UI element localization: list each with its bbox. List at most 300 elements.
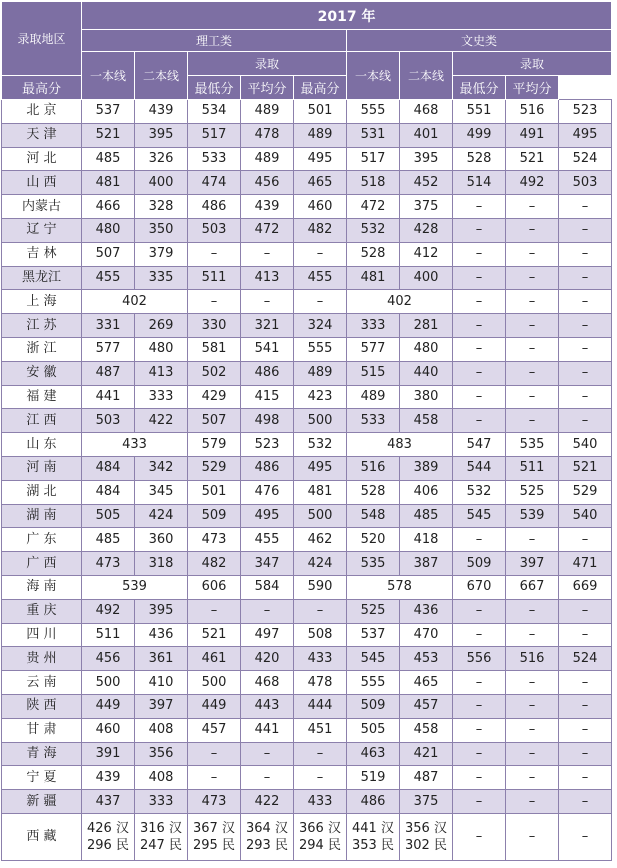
science-score-cell: 511 (188, 266, 241, 290)
science-score-cell: – (241, 766, 294, 790)
arts-score-cell: – (559, 314, 612, 338)
region-cell: 新 疆 (2, 790, 82, 814)
arts-admission-header: 录取 (453, 52, 612, 76)
science-score-cell: 460 (294, 195, 347, 219)
region-cell: 北 京 (2, 100, 82, 124)
science-min-header: 最低分 (188, 76, 241, 100)
arts-score-cell: 528 (347, 242, 400, 266)
science-score-cell: 408 (135, 718, 188, 742)
science-score-cell: 433 (294, 790, 347, 814)
arts-score-cell: – (506, 813, 559, 860)
science-score-cell: 391 (82, 742, 135, 766)
table-row (2, 100, 612, 124)
science-score-cell: 503 (82, 409, 135, 433)
science-score-cell: 495 (241, 504, 294, 528)
arts-score-cell: – (559, 266, 612, 290)
arts-score-cell: 532 (347, 218, 400, 242)
arts-score-cell: 375 (400, 790, 453, 814)
science-score-cell: 577 (82, 337, 135, 361)
arts-score-cell: 457 (400, 694, 453, 718)
arts-score-cell: 533 (347, 409, 400, 433)
science-score-cell: 335 (135, 266, 188, 290)
arts-score-cell: 421 (400, 742, 453, 766)
science-score-cell: 422 (135, 409, 188, 433)
science-score-cell: 495 (294, 456, 347, 480)
arts-score-cell: – (453, 337, 506, 361)
arts-score-cell: 505 (347, 718, 400, 742)
region-cell: 辽 宁 (2, 218, 82, 242)
table-row (2, 552, 612, 576)
region-cell: 安 徽 (2, 361, 82, 385)
science-score-cell: – (294, 742, 347, 766)
admission-score-table (1, 1, 612, 861)
region-cell: 山 东 (2, 433, 82, 457)
arts-score-cell: 555 (347, 671, 400, 695)
region-cell: 贵 州 (2, 647, 82, 671)
region-cell: 河 北 (2, 147, 82, 171)
arts-score-cell: – (453, 266, 506, 290)
science-score-cell: 330 (188, 314, 241, 338)
science-score-cell-line: 426 汉 (87, 820, 129, 836)
science-score-cell: 460 (82, 718, 135, 742)
arts-score-cell: – (506, 718, 559, 742)
science-score-cell: 328 (135, 195, 188, 219)
science-score-cell: 410 (135, 671, 188, 695)
region-cell: 山 西 (2, 171, 82, 195)
arts-score-cell: – (559, 528, 612, 552)
arts-score-cell: – (559, 718, 612, 742)
arts-score-cell: – (453, 195, 506, 219)
science-score-cell: 537 (82, 100, 135, 124)
arts-score-cell: 520 (347, 528, 400, 552)
science-score-cell: 486 (188, 195, 241, 219)
arts-score-cell: 395 (400, 147, 453, 171)
science-avg-header: 平均分 (241, 76, 294, 100)
arts-score-cell: 516 (506, 100, 559, 124)
science-score-cell: 473 (82, 552, 135, 576)
science-score-cell: 437 (82, 790, 135, 814)
arts-score-cell-line: 356 汉 (405, 820, 447, 836)
science-score-cell: 517 (188, 123, 241, 147)
arts-score-cell: 492 (506, 171, 559, 195)
science-score-cell (82, 813, 135, 860)
science-score-cell: 508 (294, 623, 347, 647)
table-row (2, 409, 612, 433)
arts-score-cell: – (506, 528, 559, 552)
science-score-cell: 521 (188, 623, 241, 647)
table-row (2, 694, 612, 718)
science-score-cell-line: 364 汉 (246, 820, 288, 836)
arts-score-cell: 544 (453, 456, 506, 480)
science-score-cell: 476 (241, 480, 294, 504)
arts-score-cell: – (559, 766, 612, 790)
science-score-cell (294, 813, 347, 860)
science-score-cell: – (241, 242, 294, 266)
science-score-cell: 424 (135, 504, 188, 528)
arts-score-cell: – (559, 337, 612, 361)
science-score-cell: 347 (241, 552, 294, 576)
arts-score-cell: – (453, 790, 506, 814)
science-score-cell: 500 (188, 671, 241, 695)
arts-merged-line-cell: 578 (347, 575, 453, 599)
table-row (2, 456, 612, 480)
science-score-cell: 579 (188, 433, 241, 457)
table-row (2, 742, 612, 766)
arts-score-cell: 517 (347, 147, 400, 171)
science-score-cell: – (188, 766, 241, 790)
science-score-cell: 468 (241, 671, 294, 695)
arts-score-cell: – (453, 718, 506, 742)
arts-score-cell: – (506, 242, 559, 266)
science-score-cell: 433 (294, 647, 347, 671)
science-score-cell: 439 (82, 766, 135, 790)
arts-score-cell: 406 (400, 480, 453, 504)
science-score-cell: 485 (82, 147, 135, 171)
arts-tier2-header: 二本线 (400, 52, 453, 100)
table-row (2, 385, 612, 409)
science-score-cell: 326 (135, 147, 188, 171)
arts-score-cell: 281 (400, 314, 453, 338)
arts-score-cell: – (453, 671, 506, 695)
arts-score-cell: – (559, 813, 612, 860)
arts-score-cell: 387 (400, 552, 453, 576)
arts-score-cell: 547 (453, 433, 506, 457)
science-score-cell: 507 (82, 242, 135, 266)
arts-score-cell: 535 (347, 552, 400, 576)
science-score-cell: – (188, 599, 241, 623)
science-admission-header: 录取 (188, 52, 347, 76)
science-score-cell: 529 (188, 456, 241, 480)
science-score-cell: 480 (135, 337, 188, 361)
science-score-cell: – (294, 290, 347, 314)
arts-score-cell: – (506, 195, 559, 219)
science-score-cell: 480 (82, 218, 135, 242)
arts-score-cell: – (559, 694, 612, 718)
science-score-cell: 457 (188, 718, 241, 742)
arts-score-cell: 401 (400, 123, 453, 147)
science-header: 理工类 (82, 30, 347, 52)
science-score-cell-line: 294 民 (299, 837, 341, 853)
science-score-cell: – (241, 742, 294, 766)
arts-score-cell: – (506, 266, 559, 290)
arts-score-cell: – (453, 409, 506, 433)
arts-score-cell: 528 (453, 147, 506, 171)
arts-score-cell: – (506, 337, 559, 361)
science-score-cell: 455 (241, 528, 294, 552)
arts-score-cell: 375 (400, 195, 453, 219)
arts-score-cell: – (506, 385, 559, 409)
science-score-cell: 486 (241, 456, 294, 480)
science-score-cell: 422 (241, 790, 294, 814)
arts-score-cell: – (453, 742, 506, 766)
arts-score-cell: 514 (453, 171, 506, 195)
arts-score-cell: 458 (400, 409, 453, 433)
arts-score-cell: 525 (506, 480, 559, 504)
region-cell: 吉 林 (2, 242, 82, 266)
science-score-cell: 473 (188, 790, 241, 814)
science-score-cell: 395 (135, 599, 188, 623)
science-score-cell: 441 (241, 718, 294, 742)
arts-score-cell: – (453, 242, 506, 266)
arts-score-cell: 389 (400, 456, 453, 480)
arts-score-cell: – (506, 409, 559, 433)
science-score-cell: 541 (241, 337, 294, 361)
arts-score-cell: 519 (347, 766, 400, 790)
arts-score-cell: – (559, 623, 612, 647)
arts-score-cell: – (559, 385, 612, 409)
science-score-cell: 321 (241, 314, 294, 338)
science-score-cell: – (241, 290, 294, 314)
arts-score-cell: – (506, 290, 559, 314)
arts-score-cell: 472 (347, 195, 400, 219)
science-score-cell: 449 (188, 694, 241, 718)
arts-score-cell: 487 (400, 766, 453, 790)
science-score-cell-line: 293 民 (246, 837, 288, 853)
arts-score-cell: 453 (400, 647, 453, 671)
science-score-cell (135, 813, 188, 860)
science-score-cell: 533 (188, 147, 241, 171)
science-score-cell: 484 (82, 456, 135, 480)
arts-score-cell: 463 (347, 742, 400, 766)
arts-score-cell: – (559, 409, 612, 433)
arts-score-cell: 521 (506, 147, 559, 171)
arts-score-cell: 380 (400, 385, 453, 409)
arts-score-cell: 540 (559, 504, 612, 528)
science-score-cell: 478 (241, 123, 294, 147)
region-cell: 江 西 (2, 409, 82, 433)
science-score-cell: 482 (294, 218, 347, 242)
science-score-cell: 511 (82, 623, 135, 647)
science-score-cell: – (241, 599, 294, 623)
arts-score-cell: 556 (453, 647, 506, 671)
science-score-cell: 269 (135, 314, 188, 338)
region-cell: 广 东 (2, 528, 82, 552)
science-score-cell: 497 (241, 623, 294, 647)
science-score-cell: 455 (82, 266, 135, 290)
science-score-cell: 534 (188, 100, 241, 124)
arts-score-cell: – (506, 671, 559, 695)
arts-score-cell: – (453, 290, 506, 314)
science-score-cell: 466 (82, 195, 135, 219)
science-merged-line-cell: 539 (82, 575, 188, 599)
science-score-cell: 500 (294, 409, 347, 433)
table-row (2, 599, 612, 623)
science-score-cell: 489 (241, 100, 294, 124)
science-score-cell: 484 (82, 480, 135, 504)
arts-score-cell: 531 (347, 123, 400, 147)
science-score-cell: 498 (241, 409, 294, 433)
arts-score-cell: – (559, 290, 612, 314)
science-score-cell-line: 247 民 (140, 837, 182, 853)
science-score-cell: 439 (241, 195, 294, 219)
science-score-cell: 420 (241, 647, 294, 671)
region-cell: 四 川 (2, 623, 82, 647)
arts-score-cell: 540 (559, 433, 612, 457)
arts-score-cell: 470 (400, 623, 453, 647)
science-score-cell: 456 (241, 171, 294, 195)
science-score-cell: 449 (82, 694, 135, 718)
science-score-cell: 379 (135, 242, 188, 266)
arts-merged-line-cell: 483 (347, 433, 453, 457)
region-cell: 重 庆 (2, 599, 82, 623)
arts-score-cell: 468 (400, 100, 453, 124)
science-score-cell: 521 (82, 123, 135, 147)
science-score-cell: 397 (135, 694, 188, 718)
arts-score-cell: 489 (347, 385, 400, 409)
arts-score-cell: – (453, 361, 506, 385)
science-score-cell: 356 (135, 742, 188, 766)
science-score-cell: 439 (135, 100, 188, 124)
science-score-cell: 487 (82, 361, 135, 385)
science-score-cell: 532 (294, 433, 347, 457)
region-cell: 宁 夏 (2, 766, 82, 790)
table-row (2, 195, 612, 219)
arts-score-cell (400, 813, 453, 860)
arts-score-cell: – (506, 766, 559, 790)
science-score-cell: 461 (188, 647, 241, 671)
arts-min-header: 最低分 (453, 76, 506, 100)
science-score-cell: 606 (188, 575, 241, 599)
arts-score-cell: – (506, 599, 559, 623)
science-score-cell: 495 (294, 147, 347, 171)
arts-score-cell: 669 (559, 575, 612, 599)
arts-score-cell: 436 (400, 599, 453, 623)
table-row (2, 314, 612, 338)
arts-score-cell: 397 (506, 552, 559, 576)
arts-score-cell: – (506, 742, 559, 766)
science-score-cell: 429 (188, 385, 241, 409)
science-score-cell: – (188, 242, 241, 266)
arts-score-cell-line: 441 汉 (352, 820, 394, 836)
science-score-cell: 501 (188, 480, 241, 504)
arts-score-cell: 516 (506, 647, 559, 671)
table-row (2, 718, 612, 742)
arts-score-cell: – (453, 694, 506, 718)
arts-score-cell: – (453, 218, 506, 242)
arts-max-header: 最高分 (294, 76, 347, 100)
science-tier1-header: 一本线 (82, 52, 135, 100)
arts-score-cell: 458 (400, 718, 453, 742)
science-score-cell: 478 (294, 671, 347, 695)
arts-score-cell: 471 (559, 552, 612, 576)
science-score-cell-line: 367 汉 (193, 820, 235, 836)
science-score-cell: – (188, 290, 241, 314)
science-score-cell: 400 (135, 171, 188, 195)
science-score-cell: 318 (135, 552, 188, 576)
arts-score-cell: – (453, 385, 506, 409)
arts-score-cell: 548 (347, 504, 400, 528)
arts-score-cell: 412 (400, 242, 453, 266)
science-score-cell: 509 (188, 504, 241, 528)
science-score-cell: – (294, 599, 347, 623)
arts-avg-header: 平均分 (506, 76, 559, 100)
arts-score-cell: 452 (400, 171, 453, 195)
arts-score-cell: 528 (347, 480, 400, 504)
arts-score-cell: 480 (400, 337, 453, 361)
table-row (2, 361, 612, 385)
science-score-cell: 492 (82, 599, 135, 623)
science-score-cell: 489 (294, 361, 347, 385)
science-score-cell: 465 (294, 171, 347, 195)
arts-score-cell: 440 (400, 361, 453, 385)
science-score-cell: 555 (294, 337, 347, 361)
arts-score-cell: 418 (400, 528, 453, 552)
table-body (2, 100, 612, 861)
science-score-cell: 350 (135, 218, 188, 242)
arts-score-cell: 545 (347, 647, 400, 671)
region-cell: 湖 北 (2, 480, 82, 504)
region-cell: 广 西 (2, 552, 82, 576)
science-score-cell: 395 (135, 123, 188, 147)
science-score-cell: – (294, 242, 347, 266)
region-cell: 上 海 (2, 290, 82, 314)
region-cell: 青 海 (2, 742, 82, 766)
arts-score-cell: 523 (559, 100, 612, 124)
science-score-cell-line: 366 汉 (299, 820, 341, 836)
arts-score-cell: – (559, 599, 612, 623)
science-score-cell: 472 (241, 218, 294, 242)
science-score-cell: 505 (82, 504, 135, 528)
table-row (2, 813, 612, 860)
arts-score-cell: – (506, 623, 559, 647)
science-score-cell: 481 (294, 480, 347, 504)
table-row (2, 337, 612, 361)
science-tier2-header: 二本线 (135, 52, 188, 100)
arts-score-cell: 428 (400, 218, 453, 242)
arts-score-cell-line: 302 民 (405, 837, 447, 853)
science-score-cell-line: 296 民 (87, 837, 129, 853)
science-score-cell: 360 (135, 528, 188, 552)
arts-score-cell: – (453, 766, 506, 790)
arts-score-cell: – (453, 528, 506, 552)
arts-score-cell: – (506, 361, 559, 385)
table-row (2, 433, 612, 457)
arts-score-cell: 551 (453, 100, 506, 124)
science-score-cell: 413 (241, 266, 294, 290)
arts-score-cell: 577 (347, 337, 400, 361)
arts-score-cell: 545 (453, 504, 506, 528)
science-score-cell: 482 (188, 552, 241, 576)
science-score-cell: 590 (294, 575, 347, 599)
table-row (2, 171, 612, 195)
table-row (2, 504, 612, 528)
arts-score-cell: – (506, 790, 559, 814)
table-row (2, 266, 612, 290)
arts-score-cell: – (559, 218, 612, 242)
arts-score-cell: – (453, 599, 506, 623)
science-score-cell: 451 (294, 718, 347, 742)
table-row (2, 290, 612, 314)
region-cell: 海 南 (2, 575, 82, 599)
table-row (2, 671, 612, 695)
region-cell: 天 津 (2, 123, 82, 147)
arts-score-cell: 537 (347, 623, 400, 647)
region-cell: 内蒙古 (2, 195, 82, 219)
arts-score-cell: 495 (559, 123, 612, 147)
science-score-cell: 462 (294, 528, 347, 552)
science-score-cell: 481 (82, 171, 135, 195)
science-score-cell: 331 (82, 314, 135, 338)
arts-score-cell: 503 (559, 171, 612, 195)
science-score-cell: 456 (82, 647, 135, 671)
region-cell: 江 苏 (2, 314, 82, 338)
table-row (2, 623, 612, 647)
region-header: 录取地区 (2, 2, 82, 76)
science-score-cell: 489 (294, 123, 347, 147)
arts-score-cell: 509 (347, 694, 400, 718)
science-score-cell: 489 (241, 147, 294, 171)
science-score-cell: 474 (188, 171, 241, 195)
